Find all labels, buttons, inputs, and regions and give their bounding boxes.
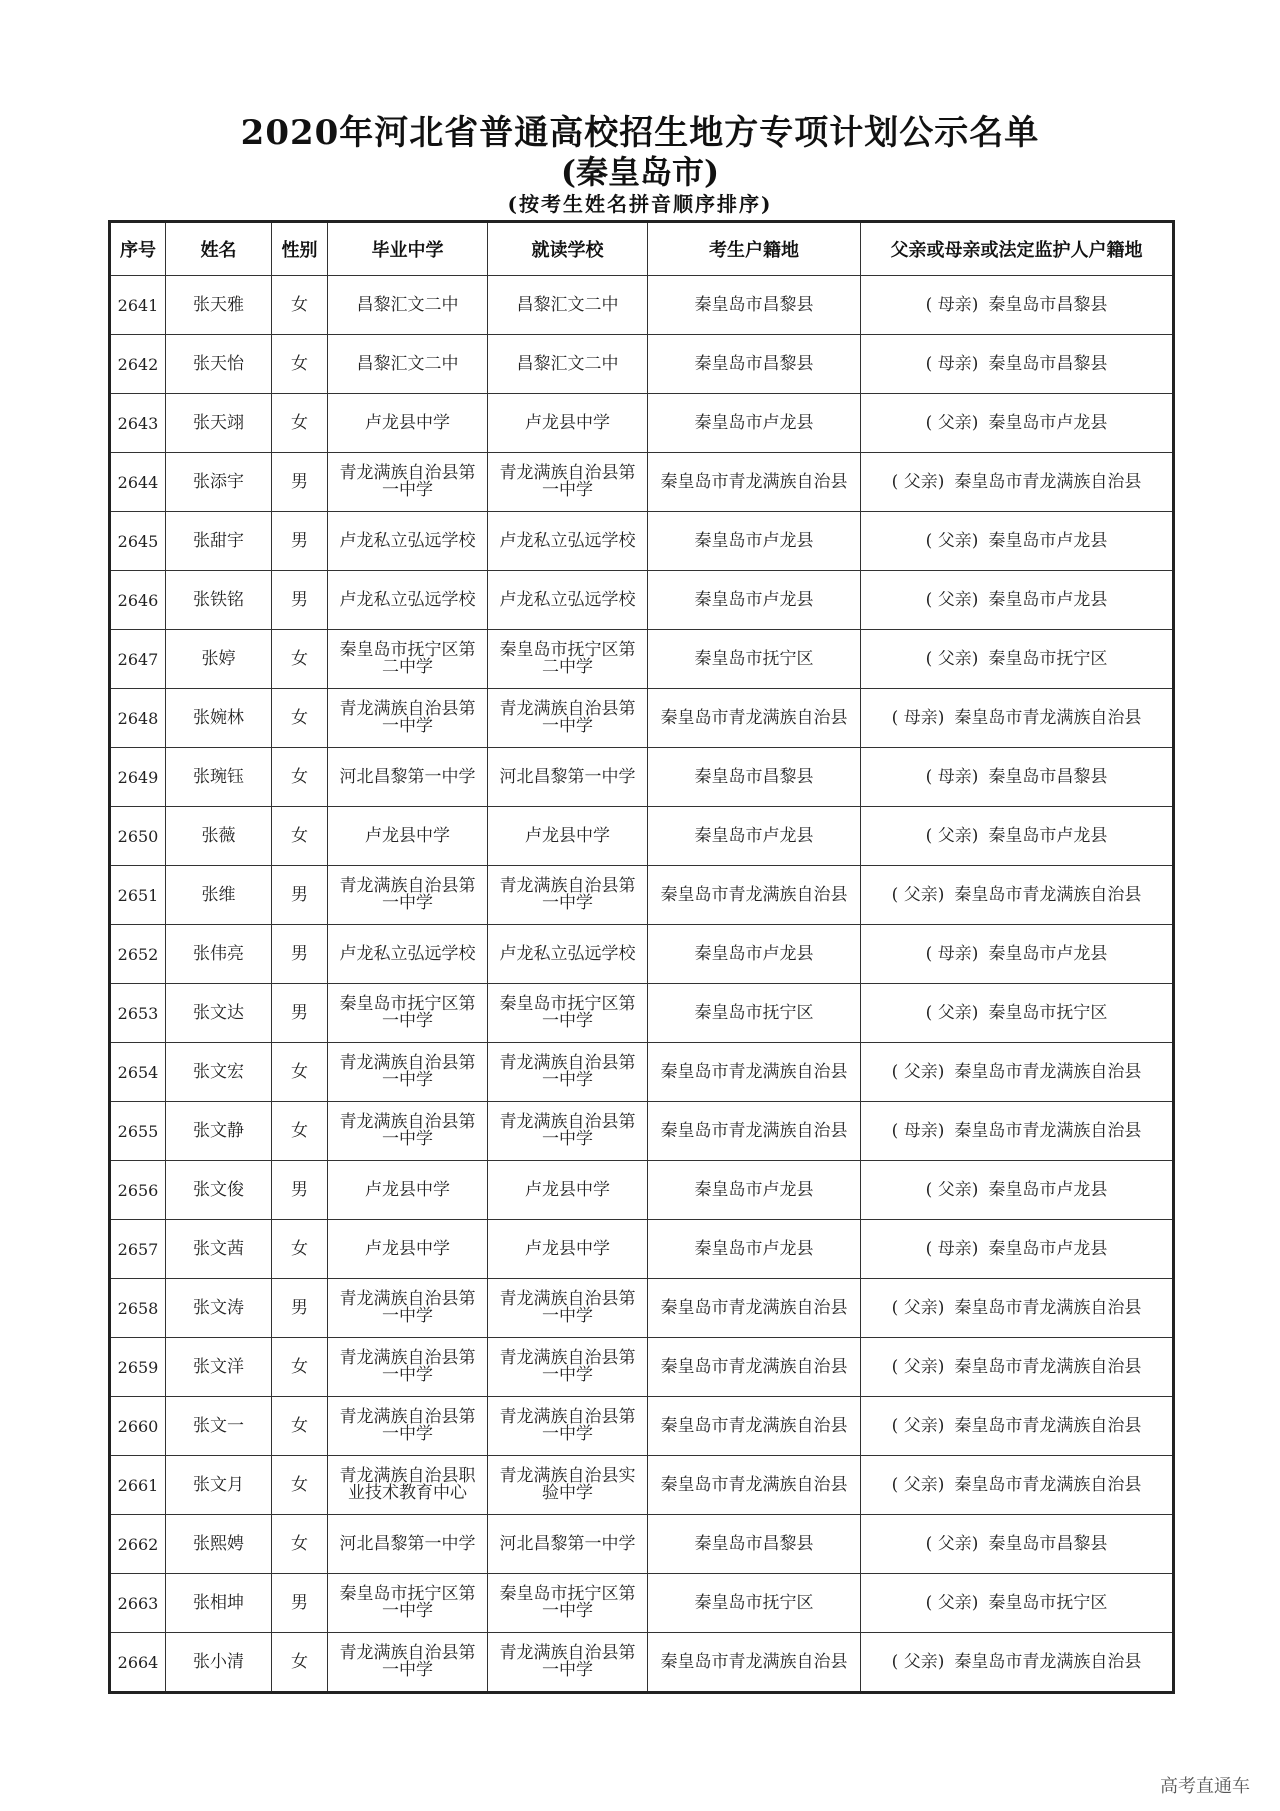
cell-current-school: 青龙满族自治县第一中学 <box>488 866 648 925</box>
cell-guardian-hukou: ( 父亲) 秦皇岛市昌黎县 <box>861 1515 1174 1574</box>
column-header-gender: 性别 <box>272 222 328 276</box>
table-row <box>110 276 1174 335</box>
cell-guardian-hukou: ( 父亲) 秦皇岛市卢龙县 <box>861 807 1174 866</box>
guardian-hukou-place: 秦皇岛市昌黎县 <box>988 294 1108 315</box>
cell-number: 2653 <box>110 984 166 1043</box>
cell-graduation-school: 青龙满族自治县第一中学 <box>328 866 488 925</box>
cell-guardian-hukou: ( 父亲) 秦皇岛市青龙满族自治县 <box>861 1043 1174 1102</box>
cell-number: 2662 <box>110 1515 166 1574</box>
cell-guardian-hukou: ( 母亲) 秦皇岛市青龙满族自治县 <box>861 1102 1174 1161</box>
roster-table <box>108 220 1175 1694</box>
guardian-hukou-place: 秦皇岛市卢龙县 <box>988 943 1108 964</box>
cell-current-school: 秦皇岛市抚宁区第一中学 <box>488 1574 648 1633</box>
cell-graduation-school: 青龙满族自治县第一中学 <box>328 1102 488 1161</box>
cell-number: 2664 <box>110 1633 166 1693</box>
table-row <box>110 453 1174 512</box>
cell-number: 2651 <box>110 866 166 925</box>
cell-student-hukou: 秦皇岛市青龙满族自治县 <box>648 453 861 512</box>
guardian-relation: 母亲 <box>903 707 938 728</box>
cell-guardian-hukou: ( 母亲) 秦皇岛市昌黎县 <box>861 335 1174 394</box>
cell-name: 张文月 <box>166 1456 272 1515</box>
cell-student-hukou: 秦皇岛市卢龙县 <box>648 394 861 453</box>
guardian-hukou-place: 秦皇岛市卢龙县 <box>988 412 1108 433</box>
cell-gender: 男 <box>272 984 328 1043</box>
guardian-relation: 母亲 <box>937 353 972 374</box>
cell-student-hukou: 秦皇岛市卢龙县 <box>648 1161 861 1220</box>
cell-current-school: 河北昌黎第一中学 <box>488 748 648 807</box>
cell-student-hukou: 秦皇岛市抚宁区 <box>648 1574 861 1633</box>
cell-guardian-hukou: ( 父亲) 秦皇岛市青龙满族自治县 <box>861 1456 1174 1515</box>
guardian-relation: 父亲 <box>903 1474 938 1495</box>
cell-graduation-school: 卢龙县中学 <box>328 394 488 453</box>
cell-number: 2661 <box>110 1456 166 1515</box>
cell-number: 2660 <box>110 1397 166 1456</box>
guardian-hukou-place: 秦皇岛市青龙满族自治县 <box>954 707 1142 728</box>
cell-graduation-school: 河北昌黎第一中学 <box>328 1515 488 1574</box>
table-row <box>110 1279 1174 1338</box>
cell-guardian-hukou: ( 母亲) 秦皇岛市青龙满族自治县 <box>861 689 1174 748</box>
table-row <box>110 984 1174 1043</box>
cell-graduation-school: 秦皇岛市抚宁区第一中学 <box>328 984 488 1043</box>
cell-current-school: 昌黎汇文二中 <box>488 335 648 394</box>
guardian-relation: 父亲 <box>937 1592 972 1613</box>
cell-guardian-hukou: ( 父亲) 秦皇岛市青龙满族自治县 <box>861 1633 1174 1693</box>
cell-current-school: 青龙满族自治县第一中学 <box>488 1043 648 1102</box>
cell-gender: 女 <box>272 630 328 689</box>
cell-graduation-school: 卢龙县中学 <box>328 1220 488 1279</box>
guardian-hukou-place: 秦皇岛市青龙满族自治县 <box>954 1474 1142 1495</box>
cell-name: 张文静 <box>166 1102 272 1161</box>
guardian-relation: 母亲 <box>903 1120 938 1141</box>
cell-name: 张琬钰 <box>166 748 272 807</box>
guardian-hukou-place: 秦皇岛市青龙满族自治县 <box>954 1061 1142 1082</box>
guardian-hukou-place: 秦皇岛市卢龙县 <box>988 1179 1108 1200</box>
table-row <box>110 1397 1174 1456</box>
cell-number: 2648 <box>110 689 166 748</box>
cell-student-hukou: 秦皇岛市卢龙县 <box>648 512 861 571</box>
guardian-relation: 母亲 <box>937 766 972 787</box>
cell-graduation-school: 青龙满族自治县第一中学 <box>328 1633 488 1693</box>
cell-guardian-hukou: ( 父亲) 秦皇岛市青龙满族自治县 <box>861 453 1174 512</box>
cell-number: 2649 <box>110 748 166 807</box>
cell-current-school: 河北昌黎第一中学 <box>488 1515 648 1574</box>
cell-graduation-school: 青龙满族自治县第一中学 <box>328 1043 488 1102</box>
cell-graduation-school: 青龙满族自治县第一中学 <box>328 453 488 512</box>
cell-current-school: 卢龙县中学 <box>488 394 648 453</box>
cell-name: 张文达 <box>166 984 272 1043</box>
cell-gender: 男 <box>272 512 328 571</box>
sort-note: (按考生姓名拼音顺序排序) <box>507 192 773 216</box>
guardian-hukou-place: 秦皇岛市卢龙县 <box>988 530 1108 551</box>
cell-graduation-school: 卢龙私立弘远学校 <box>328 925 488 984</box>
table-row <box>110 689 1174 748</box>
cell-gender: 女 <box>272 1515 328 1574</box>
cell-student-hukou: 秦皇岛市卢龙县 <box>648 807 861 866</box>
cell-guardian-hukou: ( 父亲) 秦皇岛市卢龙县 <box>861 1161 1174 1220</box>
cell-graduation-school: 卢龙县中学 <box>328 807 488 866</box>
guardian-hukou-place: 秦皇岛市卢龙县 <box>988 589 1108 610</box>
cell-current-school: 卢龙私立弘远学校 <box>488 571 648 630</box>
cell-name: 张相坤 <box>166 1574 272 1633</box>
cell-name: 张文洋 <box>166 1338 272 1397</box>
guardian-relation: 父亲 <box>937 530 972 551</box>
cell-graduation-school: 昌黎汇文二中 <box>328 335 488 394</box>
cell-gender: 女 <box>272 1456 328 1515</box>
cell-number: 2642 <box>110 335 166 394</box>
cell-gender: 女 <box>272 748 328 807</box>
cell-current-school: 青龙满族自治县第一中学 <box>488 1397 648 1456</box>
guardian-hukou-place: 秦皇岛市卢龙县 <box>988 825 1108 846</box>
cell-name: 张天怡 <box>166 335 272 394</box>
table-row <box>110 1633 1174 1693</box>
cell-guardian-hukou: ( 母亲) 秦皇岛市昌黎县 <box>861 748 1174 807</box>
cell-current-school: 秦皇岛市抚宁区第一中学 <box>488 984 648 1043</box>
cell-guardian-hukou: ( 父亲) 秦皇岛市抚宁区 <box>861 984 1174 1043</box>
cell-student-hukou: 秦皇岛市卢龙县 <box>648 925 861 984</box>
guardian-hukou-place: 秦皇岛市昌黎县 <box>988 353 1108 374</box>
column-header-guardian-hukou: 父亲或母亲或法定监护人户籍地 <box>861 222 1174 276</box>
cell-number: 2646 <box>110 571 166 630</box>
cell-student-hukou: 秦皇岛市青龙满族自治县 <box>648 1397 861 1456</box>
cell-student-hukou: 秦皇岛市卢龙县 <box>648 571 861 630</box>
guardian-hukou-place: 秦皇岛市卢龙县 <box>988 1238 1108 1259</box>
guardian-hukou-place: 秦皇岛市抚宁区 <box>988 1592 1108 1613</box>
cell-graduation-school: 青龙满族自治县职业技术教育中心 <box>328 1456 488 1515</box>
cell-name: 张维 <box>166 866 272 925</box>
cell-graduation-school: 卢龙私立弘远学校 <box>328 512 488 571</box>
column-header-graduation-school: 毕业中学 <box>328 222 488 276</box>
cell-student-hukou: 秦皇岛市青龙满族自治县 <box>648 1102 861 1161</box>
guardian-hukou-place: 秦皇岛市抚宁区 <box>988 648 1108 669</box>
cell-gender: 男 <box>272 925 328 984</box>
cell-name: 张小清 <box>166 1633 272 1693</box>
table-row <box>110 630 1174 689</box>
column-header-current-school: 就读学校 <box>488 222 648 276</box>
cell-guardian-hukou: ( 母亲) 秦皇岛市卢龙县 <box>861 1220 1174 1279</box>
guardian-relation: 父亲 <box>937 589 972 610</box>
guardian-relation: 父亲 <box>903 1415 938 1436</box>
cell-student-hukou: 秦皇岛市卢龙县 <box>648 1220 861 1279</box>
cell-current-school: 青龙满族自治县实验中学 <box>488 1456 648 1515</box>
cell-current-school: 青龙满族自治县第一中学 <box>488 1633 648 1693</box>
table-row <box>110 571 1174 630</box>
guardian-hukou-place: 秦皇岛市青龙满族自治县 <box>954 1415 1142 1436</box>
guardian-relation: 母亲 <box>937 943 972 964</box>
guardian-relation: 父亲 <box>937 825 972 846</box>
cell-graduation-school: 卢龙私立弘远学校 <box>328 571 488 630</box>
table-row <box>110 1043 1174 1102</box>
cell-name: 张文涛 <box>166 1279 272 1338</box>
table-row <box>110 512 1174 571</box>
table-row <box>110 1102 1174 1161</box>
cell-current-school: 卢龙县中学 <box>488 807 648 866</box>
cell-gender: 男 <box>272 1279 328 1338</box>
cell-graduation-school: 昌黎汇文二中 <box>328 276 488 335</box>
guardian-hukou-place: 秦皇岛市青龙满族自治县 <box>954 1356 1142 1377</box>
guardian-hukou-place: 秦皇岛市抚宁区 <box>988 1002 1108 1023</box>
cell-name: 张熙娉 <box>166 1515 272 1574</box>
cell-student-hukou: 秦皇岛市抚宁区 <box>648 984 861 1043</box>
cell-current-school: 卢龙县中学 <box>488 1161 648 1220</box>
cell-number: 2658 <box>110 1279 166 1338</box>
cell-graduation-school: 秦皇岛市抚宁区第二中学 <box>328 630 488 689</box>
cell-current-school: 卢龙县中学 <box>488 1220 648 1279</box>
cell-gender: 女 <box>272 394 328 453</box>
guardian-relation: 父亲 <box>903 1297 938 1318</box>
cell-student-hukou: 秦皇岛市青龙满族自治县 <box>648 866 861 925</box>
cell-number: 2663 <box>110 1574 166 1633</box>
cell-guardian-hukou: ( 父亲) 秦皇岛市卢龙县 <box>861 512 1174 571</box>
cell-current-school: 青龙满族自治县第一中学 <box>488 453 648 512</box>
column-header-student-hukou: 考生户籍地 <box>648 222 861 276</box>
guardian-hukou-place: 秦皇岛市青龙满族自治县 <box>954 1297 1142 1318</box>
cell-student-hukou: 秦皇岛市昌黎县 <box>648 335 861 394</box>
table-row <box>110 925 1174 984</box>
cell-gender: 女 <box>272 1338 328 1397</box>
table-row <box>110 1220 1174 1279</box>
guardian-relation: 母亲 <box>937 294 972 315</box>
cell-student-hukou: 秦皇岛市昌黎县 <box>648 276 861 335</box>
guardian-relation: 父亲 <box>903 1061 938 1082</box>
cell-gender: 女 <box>272 276 328 335</box>
table-row <box>110 1456 1174 1515</box>
guardian-relation: 母亲 <box>937 1238 972 1259</box>
cell-student-hukou: 秦皇岛市昌黎县 <box>648 748 861 807</box>
cell-name: 张薇 <box>166 807 272 866</box>
guardian-hukou-place: 秦皇岛市青龙满族自治县 <box>954 471 1142 492</box>
cell-number: 2645 <box>110 512 166 571</box>
cell-gender: 男 <box>272 1161 328 1220</box>
cell-number: 2652 <box>110 925 166 984</box>
cell-current-school: 青龙满族自治县第一中学 <box>488 1279 648 1338</box>
cell-graduation-school: 青龙满族自治县第一中学 <box>328 689 488 748</box>
cell-name: 张文宏 <box>166 1043 272 1102</box>
guardian-relation: 父亲 <box>937 648 972 669</box>
cell-gender: 男 <box>272 453 328 512</box>
table-row <box>110 1574 1174 1633</box>
cell-number: 2659 <box>110 1338 166 1397</box>
guardian-relation: 父亲 <box>903 1356 938 1377</box>
cell-graduation-school: 青龙满族自治县第一中学 <box>328 1338 488 1397</box>
cell-name: 张甜宇 <box>166 512 272 571</box>
cell-number: 2647 <box>110 630 166 689</box>
cell-gender: 男 <box>272 1574 328 1633</box>
watermark-text: 高考直通车 <box>1160 1776 1250 1797</box>
cell-number: 2644 <box>110 453 166 512</box>
cell-name: 张文一 <box>166 1397 272 1456</box>
guardian-hukou-place: 秦皇岛市昌黎县 <box>988 766 1108 787</box>
cell-gender: 女 <box>272 1633 328 1693</box>
cell-number: 2654 <box>110 1043 166 1102</box>
guardian-relation: 父亲 <box>903 884 938 905</box>
cell-guardian-hukou: ( 父亲) 秦皇岛市卢龙县 <box>861 394 1174 453</box>
cell-number: 2656 <box>110 1161 166 1220</box>
cell-gender: 男 <box>272 866 328 925</box>
cell-current-school: 青龙满族自治县第一中学 <box>488 1102 648 1161</box>
cell-gender: 女 <box>272 689 328 748</box>
cell-gender: 女 <box>272 1043 328 1102</box>
cell-name: 张天翊 <box>166 394 272 453</box>
guardian-hukou-place: 秦皇岛市青龙满族自治县 <box>954 1120 1142 1141</box>
cell-guardian-hukou: ( 父亲) 秦皇岛市青龙满族自治县 <box>861 1397 1174 1456</box>
cell-graduation-school: 青龙满族自治县第一中学 <box>328 1279 488 1338</box>
cell-guardian-hukou: ( 父亲) 秦皇岛市抚宁区 <box>861 1574 1174 1633</box>
cell-current-school: 秦皇岛市抚宁区第二中学 <box>488 630 648 689</box>
cell-student-hukou: 秦皇岛市青龙满族自治县 <box>648 1338 861 1397</box>
cell-student-hukou: 秦皇岛市青龙满族自治县 <box>648 1279 861 1338</box>
cell-name: 张伟亮 <box>166 925 272 984</box>
cell-current-school: 青龙满族自治县第一中学 <box>488 689 648 748</box>
cell-graduation-school: 青龙满族自治县第一中学 <box>328 1397 488 1456</box>
table-row <box>110 394 1174 453</box>
cell-number: 2641 <box>110 276 166 335</box>
guardian-relation: 父亲 <box>937 412 972 433</box>
cell-graduation-school: 河北昌黎第一中学 <box>328 748 488 807</box>
column-header-name: 姓名 <box>166 222 272 276</box>
guardian-relation: 父亲 <box>937 1179 972 1200</box>
cell-number: 2655 <box>110 1102 166 1161</box>
cell-guardian-hukou: ( 父亲) 秦皇岛市青龙满族自治县 <box>861 866 1174 925</box>
table-row <box>110 1161 1174 1220</box>
guardian-relation: 父亲 <box>903 1651 938 1672</box>
cell-graduation-school: 卢龙县中学 <box>328 1161 488 1220</box>
cell-guardian-hukou: ( 父亲) 秦皇岛市青龙满族自治县 <box>861 1338 1174 1397</box>
table-row <box>110 1515 1174 1574</box>
cell-student-hukou: 秦皇岛市青龙满族自治县 <box>648 1633 861 1693</box>
cell-current-school: 青龙满族自治县第一中学 <box>488 1338 648 1397</box>
cell-guardian-hukou: ( 父亲) 秦皇岛市抚宁区 <box>861 630 1174 689</box>
table-row <box>110 807 1174 866</box>
cell-number: 2643 <box>110 394 166 453</box>
cell-gender: 男 <box>272 571 328 630</box>
cell-guardian-hukou: ( 母亲) 秦皇岛市昌黎县 <box>861 276 1174 335</box>
guardian-hukou-place: 秦皇岛市青龙满族自治县 <box>954 884 1142 905</box>
cell-current-school: 昌黎汇文二中 <box>488 276 648 335</box>
cell-name: 张铁铭 <box>166 571 272 630</box>
page-subtitle: (秦皇岛市) <box>560 153 720 191</box>
cell-gender: 女 <box>272 1397 328 1456</box>
cell-student-hukou: 秦皇岛市青龙满族自治县 <box>648 689 861 748</box>
cell-student-hukou: 秦皇岛市昌黎县 <box>648 1515 861 1574</box>
table-header-row <box>110 222 1174 276</box>
cell-guardian-hukou: ( 父亲) 秦皇岛市青龙满族自治县 <box>861 1279 1174 1338</box>
guardian-hukou-place: 秦皇岛市青龙满族自治县 <box>954 1651 1142 1672</box>
guardian-relation: 父亲 <box>937 1002 972 1023</box>
cell-name: 张婷 <box>166 630 272 689</box>
guardian-hukou-place: 秦皇岛市昌黎县 <box>988 1533 1108 1554</box>
table-row <box>110 335 1174 394</box>
table-row <box>110 748 1174 807</box>
guardian-relation: 父亲 <box>903 471 938 492</box>
cell-name: 张婉林 <box>166 689 272 748</box>
cell-name: 张文茜 <box>166 1220 272 1279</box>
table-row <box>110 1338 1174 1397</box>
column-header-number: 序号 <box>110 222 166 276</box>
cell-gender: 女 <box>272 807 328 866</box>
cell-current-school: 卢龙私立弘远学校 <box>488 925 648 984</box>
cell-current-school: 卢龙私立弘远学校 <box>488 512 648 571</box>
cell-guardian-hukou: ( 母亲) 秦皇岛市卢龙县 <box>861 925 1174 984</box>
cell-name: 张天雅 <box>166 276 272 335</box>
cell-name: 张添宇 <box>166 453 272 512</box>
cell-student-hukou: 秦皇岛市抚宁区 <box>648 630 861 689</box>
cell-graduation-school: 秦皇岛市抚宁区第一中学 <box>328 1574 488 1633</box>
cell-student-hukou: 秦皇岛市青龙满族自治县 <box>648 1456 861 1515</box>
page-title: 2020年河北省普通高校招生地方专项计划公示名单 <box>240 113 1040 153</box>
cell-name: 张文俊 <box>166 1161 272 1220</box>
cell-gender: 女 <box>272 335 328 394</box>
cell-number: 2657 <box>110 1220 166 1279</box>
cell-student-hukou: 秦皇岛市青龙满族自治县 <box>648 1043 861 1102</box>
guardian-relation: 父亲 <box>937 1533 972 1554</box>
cell-gender: 女 <box>272 1102 328 1161</box>
cell-guardian-hukou: ( 父亲) 秦皇岛市卢龙县 <box>861 571 1174 630</box>
cell-number: 2650 <box>110 807 166 866</box>
table-row <box>110 866 1174 925</box>
cell-gender: 女 <box>272 1220 328 1279</box>
